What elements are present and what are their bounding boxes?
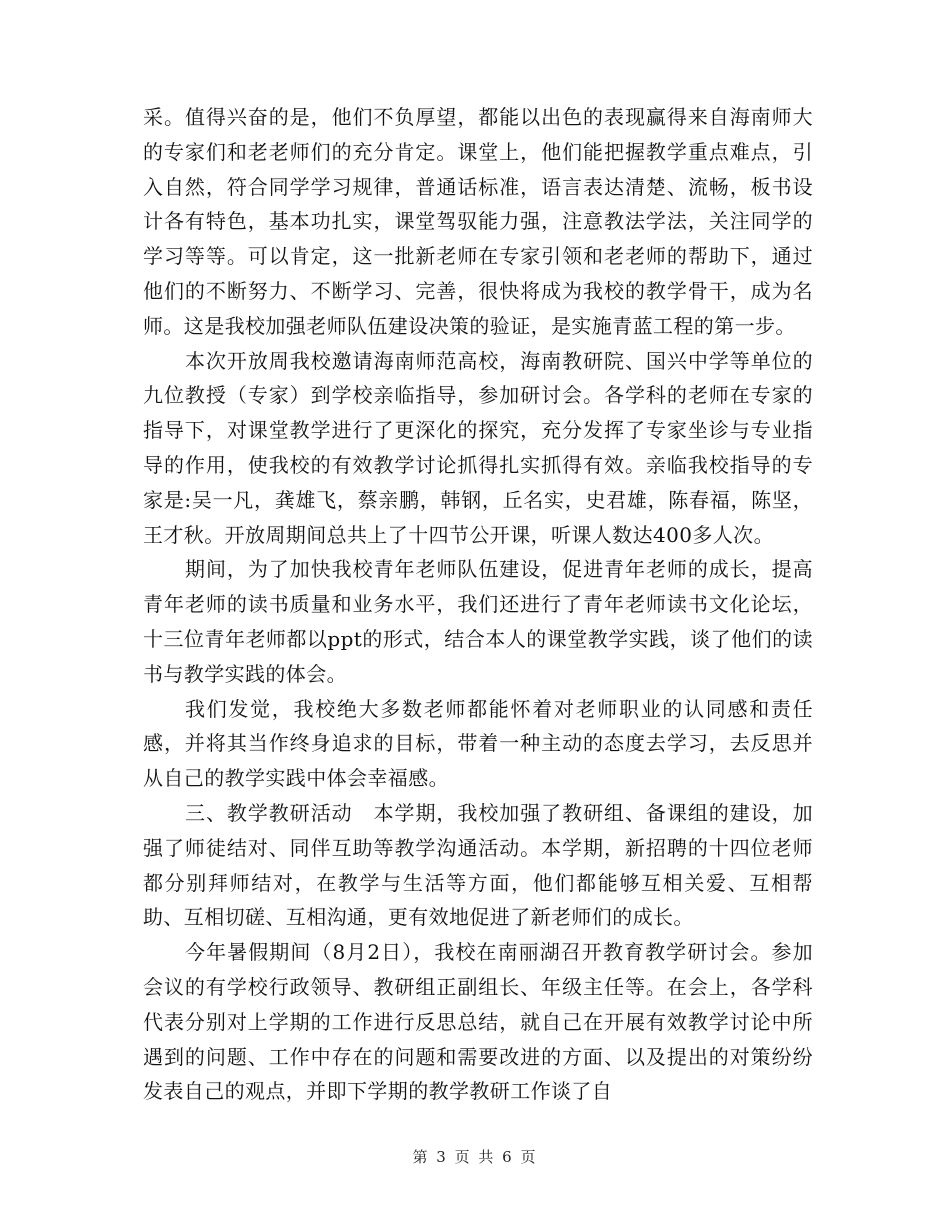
document-body	[143, 100, 813, 1109]
paragraph-5: 三、教学教研活动 本学期，我校加强了教研组、备课组的建设，加强了师徒结对、同伴互助等教学沟通活动。本学期，新招聘的十四位老师都分别拜师结对，在教学与生活等方面，他们都能够互相关爱、互相帮助、互相切磋、互相沟通，更有效地促进了新老师们的成长。	[143, 800, 813, 930]
paragraph-4: 我们发觉，我校绝大多数老师都能怀着对老师职业的认同感和责任感，并将其当作终身追求的目标，带着一种主动的态度去学习，去反思并从自己的教学实践中体会幸福感。	[143, 696, 813, 791]
paragraph-1: 采。值得兴奋的是，他们不负厚望，都能以出色的表现赢得来自海南师大的专家们和老老师们的充分肯定。课堂上，他们能把握教学重点难点，引入自然，符合同学学习规律，普通话标准，语言表达清楚、流畅，板书设计各有特色，基本功扎实，课堂驾驭能力强，注意教法学法，关注同学的学习等等。可以肯定，这一批新老师在专家引领和老老师的帮助下，通过他们的不断努力、不断学习、完善，很快将成为我校的教学骨干，成为名师。这是我校加强老师队伍建设决策的验证，是实施青蓝工程的第一步。	[143, 105, 813, 338]
paragraph-3: 期间，为了加快我校青年老师队伍建设，促进青年老师的成长，提高青年老师的读书质量和业务水平，我们还进行了青年老师读书文化论坛，十三位青年老师都以ppt的形式，结合本人的课堂教学实践，谈了他们的读书与教学实践的体会。	[143, 557, 813, 686]
paragraph-6: 今年暑假期间（8月2日），我校在南丽湖召开教育教学研讨会。参加会议的有学校行政领导、教研组正副组长、年级主任等。在会上，各学科代表分别对上学期的工作进行反思总结，就自己在开展有效教学讨论中所遇到的问题、工作中存在的问题和需要改进的方面、以及提出的对策纷纷发表自己的观点，并即下学期的教学教研工作谈了自	[143, 940, 813, 1104]
paragraph-2: 本次开放周我校邀请海南师范高校，海南教研院、国兴中学等单位的九位教授（专家）到学校亲临指导，参加研讨会。各学科的老师在专家的指导下，对课堂教学进行了更深化的探究，充分发挥了专家坐诊与专业指导的作用，使我校的有效教学讨论抓得扎实抓得有效。亲临我校指导的专家是:吴一凡，龚雄飞，蔡亲鹏，韩钢，丘名实，史君雄，陈春福，陈坚，王才秋。开放周期间总共上了十四节公开课，听课人数达400多人次。	[143, 348, 813, 547]
page-number-footer: 第 3 页 共 6 页	[412, 1148, 538, 1166]
